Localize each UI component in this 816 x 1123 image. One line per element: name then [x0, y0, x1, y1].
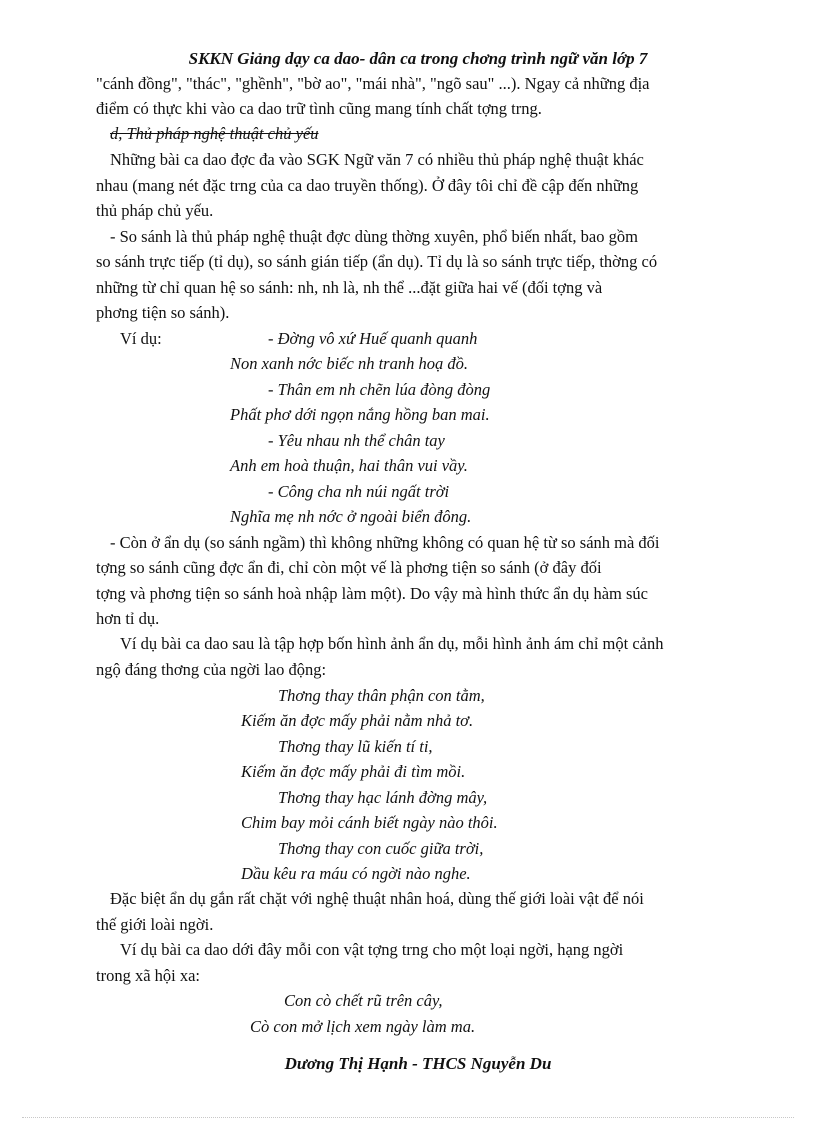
poem-line: - Đờng vô xứ Huế quanh quanh — [268, 329, 478, 348]
body-line: trong xã hội xa: — [96, 966, 201, 985]
poem-line: Cò con mở lịch xem ngày làm ma. — [250, 1017, 476, 1036]
poem-line: Kiếm ăn đợc mấy phải đi tìm mồi. — [241, 762, 466, 781]
body-line: Những bài ca dao đợc đa vào SGK Ngữ văn 7 có nhiều thủ pháp nghệ thuật khác — [110, 150, 644, 169]
poem-line: Con cò chết rũ trên cây, — [284, 991, 443, 1010]
poem-line: Nghĩa mẹ nh nớc ở ngoài biển đông. — [230, 507, 472, 526]
footer-divider — [22, 1117, 794, 1118]
body-line: phơng tiện so sánh). — [96, 303, 230, 322]
poem-line: Thơng thay thân phận con tằm, — [278, 686, 485, 705]
poem-line: Thơng thay con cuốc giữa trời, — [278, 839, 484, 858]
poem-line: Phất phơ dới ngọn nắng hồng ban mai. — [230, 405, 490, 424]
poem-line: Thơng thay hạc lánh đờng mây, — [278, 788, 488, 807]
example-label: Ví dụ: — [120, 329, 162, 348]
body-line: - Còn ở ẩn dụ (so sánh ngầm) thì không những không có quan hệ từ so sánh mà đối — [110, 533, 660, 552]
body-line: tợng so sánh cũng đợc ẩn đi, chỉ còn một vế là phơng tiện so sánh (ở đây đối — [96, 558, 602, 577]
body-line: hơn tỉ dụ. — [96, 609, 160, 628]
body-line: những từ chỉ quan hệ so sánh: nh, nh là, nh thể ...đặt giữa hai vế (đối tợng và — [96, 278, 603, 297]
body-line: - So sánh là thủ pháp nghệ thuật đợc dùng thờng xuyên, phổ biến nhất, bao gồm — [110, 227, 638, 246]
body-line: thủ pháp chủ yếu. — [96, 201, 214, 220]
body-line: Đặc biệt ẩn dụ gắn rất chặt với nghệ thuật nhân hoá, dùng thế giới loài vật để nói — [110, 889, 644, 908]
page-footer: Dương Thị Hạnh - THCS Nguyễn Du — [284, 1054, 552, 1073]
poem-line: - Thân em nh chẽn lúa đòng đòng — [268, 380, 491, 399]
body-line: nhau (mang nét đặc trng của ca dao truyền thống). Ở đây tôi chỉ đề cập đến những — [96, 176, 639, 195]
poem-line: - Yêu nhau nh thể chân tay — [268, 431, 445, 450]
poem-line: - Công cha nh núi ngất trời — [268, 482, 450, 501]
poem-line: Dầu kêu ra máu có ngời nào nghe. — [241, 864, 471, 883]
poem-line: Thơng thay lũ kiến tí ti, — [278, 737, 433, 756]
body-line: tợng và phơng tiện so sánh hoà nhập làm một). Do vậy mà hình thức ẩn dụ hàm súc — [96, 584, 649, 603]
body-line: "cánh đồng", "thác", "ghềnh", "bờ ao", "mái nhà", "ngõ sau" ...). Ngay cả những địa — [96, 74, 650, 93]
body-line: thế giới loài ngời. — [96, 915, 214, 934]
body-line: so sánh trực tiếp (tỉ dụ), so sánh gián tiếp (ẩn dụ). Tỉ dụ là so sánh trực tiếp, thờng có — [96, 252, 658, 271]
poem-line: Kiếm ăn đợc mấy phải nằm nhả tơ. — [241, 711, 474, 730]
page-header: SKKN Giảng dạy ca dao- dân ca trong chơng trình ngữ văn lớp 7 — [188, 49, 648, 68]
section-heading: d, Thủ pháp nghệ thuật chủ yếu — [110, 124, 319, 143]
body-line: ngộ đáng thơng của ngời lao động: — [96, 660, 327, 679]
poem-line: Non xanh nớc biếc nh tranh hoạ đồ. — [230, 354, 468, 373]
poem-line: Chim bay mỏi cánh biết ngày nào thôi. — [241, 813, 498, 832]
body-line: Ví dụ bài ca dao dới đây mỗi con vật tợng trng cho một loại ngời, hạng ngời — [120, 940, 624, 959]
body-line: Ví dụ bài ca dao sau là tập hợp bốn hình ảnh ẩn dụ, mỗi hình ảnh ám chỉ một cảnh — [120, 634, 664, 653]
body-line: điểm có thực khi vào ca dao trữ tình cũng mang tính chất tợng trng. — [96, 99, 542, 118]
poem-line: Anh em hoà thuận, hai thân vui vầy. — [230, 456, 468, 475]
